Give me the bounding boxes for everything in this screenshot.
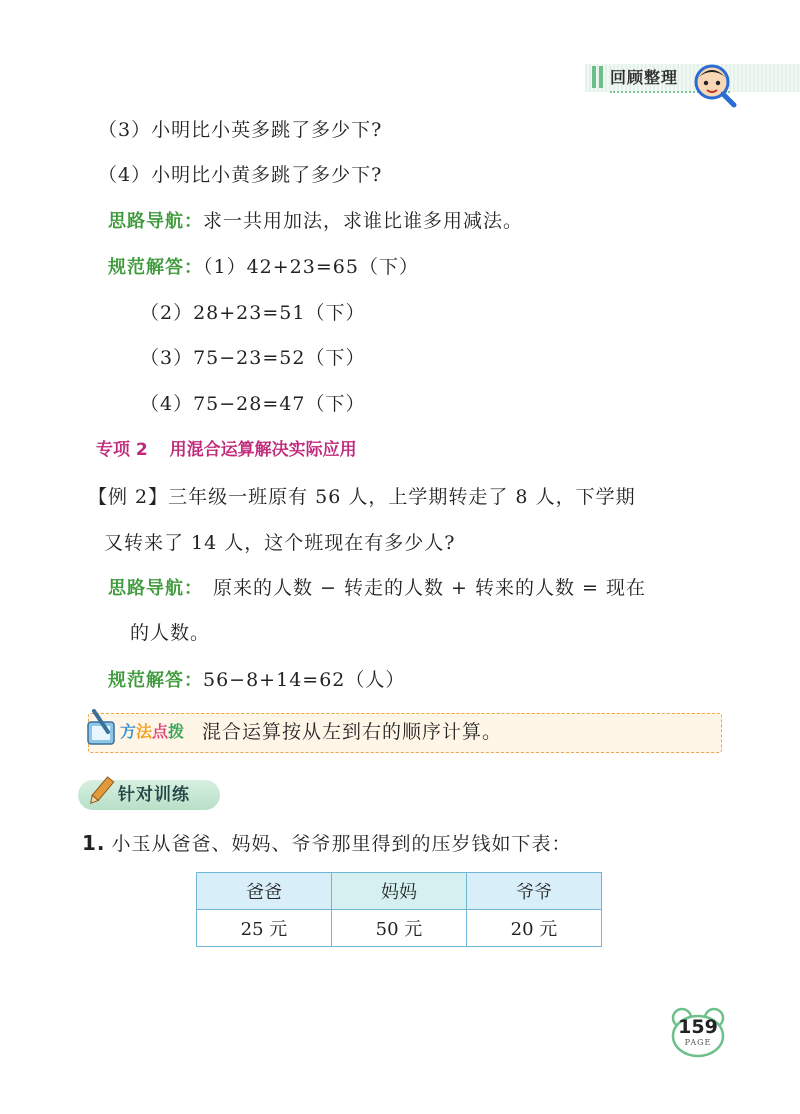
answer-line: （3）75−23=52（下） xyxy=(140,347,366,369)
hint-text: 原来的人数 − 转走的人数 + 转来的人数 = 现在 xyxy=(213,577,646,599)
method-tip-text: 混合运算按从左到右的顺序计算。 xyxy=(202,721,503,743)
example-2-line2: 又转来了 14 人，这个班现在有多少人? xyxy=(104,532,456,554)
answer-label: 规范解答： xyxy=(108,257,203,278)
badge-char: 点 xyxy=(152,722,169,741)
section-2-heading xyxy=(96,437,357,463)
answer-label: 规范解答： xyxy=(108,670,203,691)
answer-1-first xyxy=(108,253,419,282)
pencil-icon xyxy=(86,774,116,808)
table-header-cell: 爷爷 xyxy=(467,873,602,910)
question-3: （3）小明比小英多跳了多少下? xyxy=(98,119,383,141)
header-stripe xyxy=(592,66,596,88)
hint-label: 思路导航： xyxy=(108,578,203,599)
hint-2-line1 xyxy=(108,574,646,603)
hint-2-line2: 的人数。 xyxy=(130,622,211,644)
answer-2 xyxy=(108,666,405,695)
table-header-cell: 爸爸 xyxy=(197,873,332,910)
exercise-number: 1. xyxy=(82,831,106,855)
table-row xyxy=(197,910,602,947)
section-tag: 专项 2 xyxy=(96,440,148,460)
header-stripe xyxy=(599,66,603,88)
tablet-pen-icon xyxy=(84,708,120,748)
method-tip-badge xyxy=(120,719,184,742)
exercise-1 xyxy=(82,829,572,858)
question-4: （4）小明比小黄多跳了多少下? xyxy=(98,164,383,186)
page-label: PAGE xyxy=(684,1038,712,1047)
table-cell: 50 元 xyxy=(332,910,467,947)
answer-line: （1）42+23=65（下） xyxy=(203,256,419,278)
example-text: 三年级一班原有 56 人，上学期转走了 8 人，下学期 xyxy=(168,486,636,508)
badge-char: 法 xyxy=(136,722,153,741)
table-header-cell: 妈妈 xyxy=(332,873,467,910)
table-cell: 25 元 xyxy=(197,910,332,947)
page-number: 159 xyxy=(678,1016,718,1038)
example-2-line1 xyxy=(88,483,636,511)
answer-line: （2）28+23=51（下） xyxy=(140,302,366,324)
hint-1 xyxy=(108,207,523,236)
table-header-row xyxy=(197,873,602,910)
table-cell: 20 元 xyxy=(467,910,602,947)
section-header-title: 回顾整理 xyxy=(610,68,679,87)
kid-magnifier-icon xyxy=(690,60,738,108)
hint-label: 思路导航： xyxy=(108,211,203,232)
example-label: 【例 2】 xyxy=(88,486,169,508)
hint-text: 求一共用加法，求谁比谁多用减法。 xyxy=(203,210,524,232)
badge-char: 拨 xyxy=(168,722,185,741)
answer-text: 56−8+14=62（人） xyxy=(203,669,406,691)
training-title: 针对训练 xyxy=(118,785,190,805)
money-table xyxy=(196,872,602,947)
exercise-text: 小玉从爸爸、妈妈、爷爷那里得到的压岁钱如下表： xyxy=(111,833,572,855)
section-title: 用混合运算解决实际应用 xyxy=(169,440,357,460)
answer-line: （4）75−28=47（下） xyxy=(140,393,366,415)
badge-char: 方 xyxy=(120,722,137,741)
